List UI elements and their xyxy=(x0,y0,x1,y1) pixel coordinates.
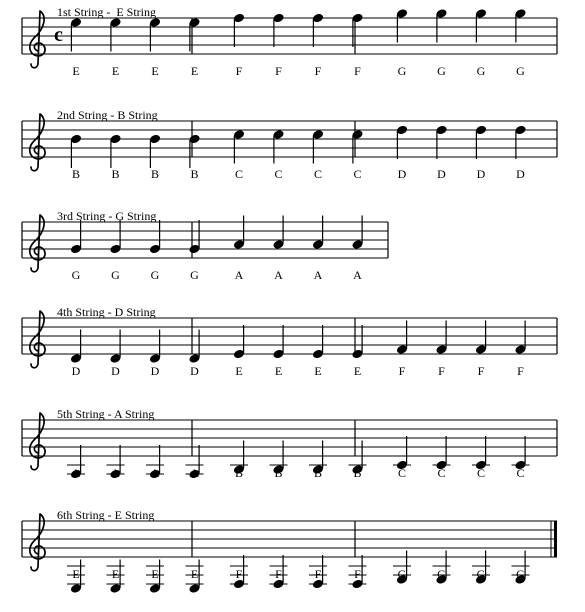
time-signature: c xyxy=(54,24,63,46)
note-letter: G xyxy=(476,567,486,581)
note-letter: F xyxy=(354,64,361,78)
note-letter: F xyxy=(275,567,282,581)
string-title: 5th String - A String xyxy=(57,407,155,421)
note-letter: D xyxy=(71,364,81,378)
note-letter: G xyxy=(516,567,525,581)
note-letter: C xyxy=(313,167,322,181)
note-letter: F xyxy=(314,64,322,78)
note-letter: B xyxy=(150,167,159,181)
note-letter: B xyxy=(71,167,80,181)
note-letter: F xyxy=(438,364,445,378)
string-title: 2nd String - B String xyxy=(57,108,158,122)
note-letter: C xyxy=(476,466,485,480)
note-letter: E xyxy=(72,64,80,78)
note-letter: A xyxy=(274,268,283,282)
note-letter: D xyxy=(190,364,199,378)
note-letter: B xyxy=(234,466,243,480)
note-letter: C xyxy=(397,466,406,480)
note-letter: F xyxy=(314,567,322,581)
note-letter: A xyxy=(111,466,120,480)
string-title: 1st String - E String xyxy=(57,5,157,19)
note-letter: A xyxy=(150,466,160,480)
note-letter: E xyxy=(151,567,159,581)
note-letter: D xyxy=(516,167,525,181)
note-letter: G xyxy=(150,268,160,282)
note-letter: C xyxy=(234,167,243,181)
note-letter: B xyxy=(111,167,120,181)
note-letter: E xyxy=(314,364,322,378)
string-title: 6th String - E String xyxy=(57,508,155,522)
note-letter: D xyxy=(476,167,486,181)
note-letter: C xyxy=(274,167,283,181)
note-letter: C xyxy=(516,466,525,480)
note-letter: G xyxy=(437,64,446,78)
note-letter: G xyxy=(71,268,81,282)
note-letter: E xyxy=(190,64,199,78)
note-letter: E xyxy=(190,567,199,581)
note-letter: G xyxy=(397,64,407,78)
note-letter: A xyxy=(190,466,199,480)
note-letter: F xyxy=(398,364,406,378)
note-letter: E xyxy=(111,567,120,581)
treble-clef-icon xyxy=(30,215,45,272)
note-letter: A xyxy=(234,268,244,282)
string-title: 4th String - D String xyxy=(57,305,156,319)
treble-clef-icon xyxy=(30,311,45,368)
treble-clef-icon xyxy=(30,413,45,470)
note-letter: F xyxy=(275,64,282,78)
note-letter: A xyxy=(313,268,323,282)
note-letter: B xyxy=(190,167,199,181)
note-letter: B xyxy=(353,466,362,480)
note-letter: B xyxy=(274,466,283,480)
note-letter: A xyxy=(71,466,81,480)
note-letter: G xyxy=(397,567,407,581)
note-letter: D xyxy=(150,364,160,378)
note-letter: F xyxy=(477,364,485,378)
note-letter: E xyxy=(151,64,159,78)
note-letter: G xyxy=(476,64,486,78)
note-letter: G xyxy=(437,567,446,581)
note-letter: D xyxy=(397,167,407,181)
note-letter: E xyxy=(111,64,120,78)
treble-clef-icon xyxy=(30,514,45,571)
final-barline-thick xyxy=(554,521,557,557)
note-letter: F xyxy=(354,567,361,581)
string-title: 3rd String - G String xyxy=(57,209,157,223)
note-letter: C xyxy=(437,466,446,480)
treble-clef-icon xyxy=(30,114,45,171)
note-letter: G xyxy=(516,64,525,78)
note-letter: D xyxy=(437,167,446,181)
note-letter: F xyxy=(235,64,243,78)
note-letter: E xyxy=(353,364,362,378)
note-letter: F xyxy=(235,567,243,581)
note-letter: E xyxy=(235,364,243,378)
note-letter: E xyxy=(72,567,80,581)
note-letter: A xyxy=(353,268,362,282)
note-letter: G xyxy=(190,268,199,282)
note-letter: C xyxy=(353,167,362,181)
note-letter: E xyxy=(274,364,283,378)
note-letter: F xyxy=(517,364,524,378)
note-letter: G xyxy=(111,268,120,282)
note-letter: B xyxy=(313,466,322,480)
note-letter: D xyxy=(111,364,120,378)
treble-clef-icon xyxy=(30,11,45,68)
